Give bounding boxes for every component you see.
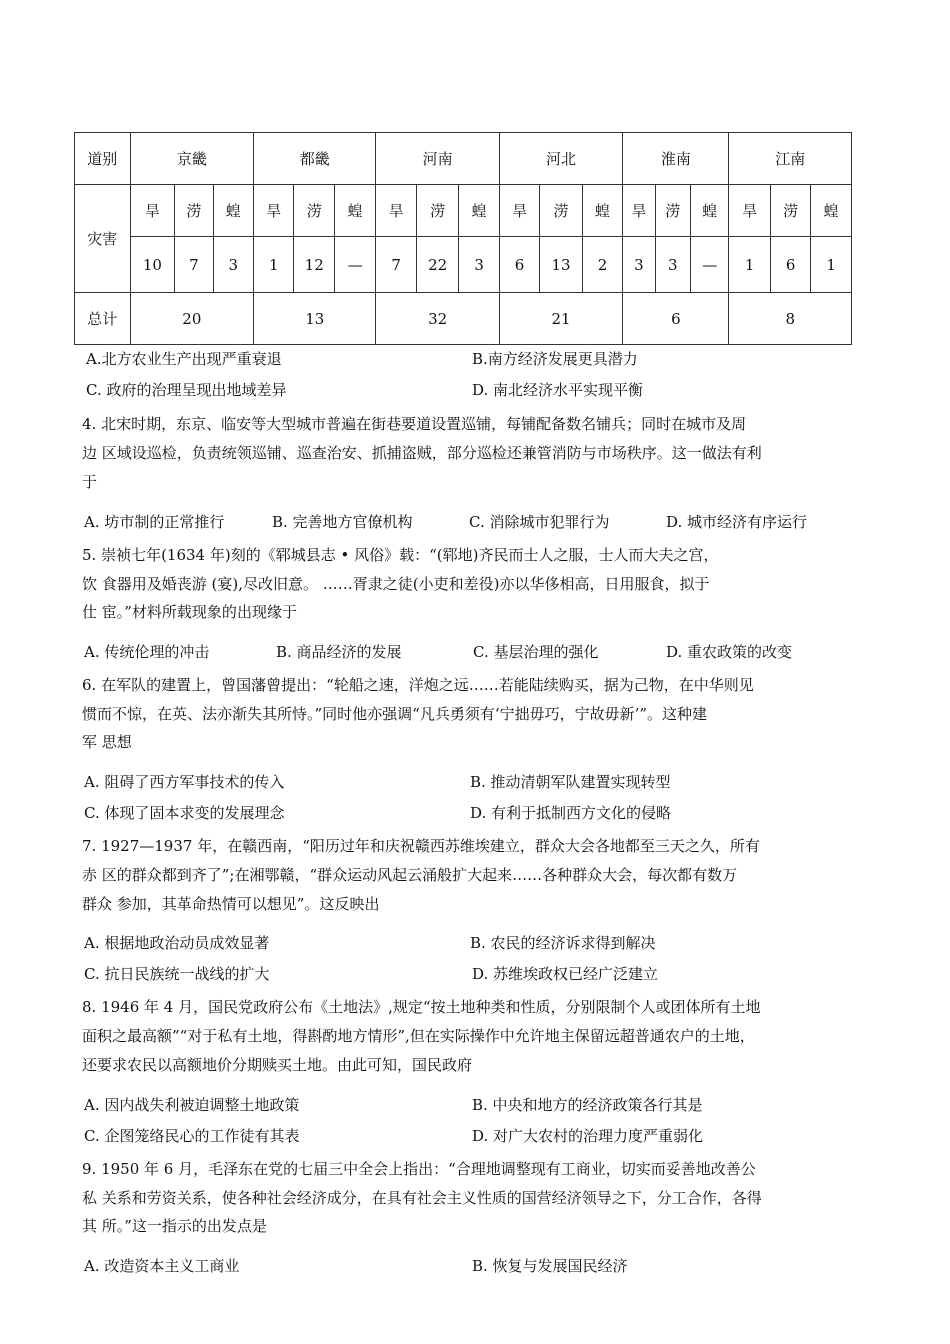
q3-option-b: B.南方经济发展更具潜力	[472, 350, 638, 368]
type-cell: 涝	[655, 185, 690, 237]
count-cell: 6	[770, 237, 810, 293]
q8-option-d: D. 对广大农村的治理力度严重弱化	[472, 1127, 704, 1145]
total-cell: 8	[729, 293, 852, 345]
q8-option-a: A. 因内战失利被迫调整土地政策	[84, 1096, 300, 1114]
count-cell: —	[334, 237, 376, 293]
type-cell: 涝	[540, 185, 582, 237]
type-cell: 涝	[294, 185, 334, 237]
total-cell: 6	[623, 293, 729, 345]
q6-option-b: B. 推动清朝军队建置实现转型	[470, 773, 671, 791]
table-header-row	[75, 133, 852, 185]
row-label-total: 总计	[75, 293, 131, 345]
count-cell: 12	[294, 237, 334, 293]
count-cell: 7	[376, 237, 416, 293]
disaster-count-row	[75, 237, 852, 293]
q9-option-a: A. 改造资本主义工商业	[84, 1257, 240, 1275]
count-cell: 7	[175, 237, 213, 293]
type-cell: 旱	[254, 185, 294, 237]
q4-option-a: A. 坊市制的正常推行	[84, 513, 225, 531]
q3-option-c: C. 政府的治理呈现出地域差异	[86, 381, 287, 399]
q4-stem-line3: 于	[82, 473, 98, 491]
q3-option-d: D. 南北经济水平实现平衡	[472, 381, 644, 399]
type-cell: 旱	[623, 185, 655, 237]
q6-stem-line2: 惯而不惊，在英、法亦渐失其所恃。”同时他亦强调“凡兵勇须有‘宁拙毋巧，宁故毋新’”。这种建	[82, 705, 708, 723]
q9-stem-line2: 私 关系和劳资关系，使各种社会经济成分，在具有社会主义性质的国营经济领导之下，分工合作，各得	[82, 1189, 762, 1207]
type-cell: 旱	[499, 185, 539, 237]
q6-option-d: D. 有利于抵制西方文化的侵略	[470, 804, 672, 822]
type-cell: 蝗	[582, 185, 622, 237]
q5-stem-line1: 5. 崇祯七年(1634 年)刻的《郓城县志 • 风俗》载：“(郓地)齐民而士人之服，士人而大夫之宫，	[82, 546, 719, 564]
type-cell: 涝	[416, 185, 458, 237]
q9-stem-line1: 9. 1950 年 6 月，毛泽东在党的七届三中全会上指出：“合理地调整现有工商业，切实而妥善地改善公	[82, 1160, 756, 1178]
q5-option-d: D. 重农政策的改变	[666, 643, 793, 661]
q9-option-b: B. 恢复与发展国民经济	[472, 1257, 628, 1275]
q6-stem-line3: 军 思想	[82, 733, 132, 751]
type-cell: 蝗	[691, 185, 729, 237]
count-cell: 22	[416, 237, 458, 293]
q8-stem-line1: 8. 1946 年 4 月，国民党政府公布《土地法》,规定“按土地种类和性质，分别限制个人或团体所有土地	[82, 998, 761, 1016]
region-header: 京畿	[130, 133, 253, 185]
q7-stem-line3: 群众 参加，其革命热情可以想见”。这反映出	[82, 895, 380, 913]
q5-option-a: A. 传统伦理的冲击	[84, 643, 210, 661]
q9-stem-line3: 其 所。”这一指示的出发点是	[82, 1217, 267, 1235]
count-cell: —	[691, 237, 729, 293]
q8-option-b: B. 中央和地方的经济政策各行其是	[472, 1096, 703, 1114]
q5-stem-line2: 饮 食器用及婚丧游 (宴),尽改旧意。 ……胥隶之徒(小吏和差役)亦以华侈相高，日用服食，拟于	[82, 575, 710, 593]
count-cell: 2	[582, 237, 622, 293]
q7-option-b: B. 农民的经济诉求得到解决	[470, 934, 656, 952]
total-row	[75, 293, 852, 345]
q4-stem-line1: 4. 北宋时期，东京、临安等大型城市普遍在街巷要道设置巡铺，每铺配备数名铺兵；同时在城市及周	[82, 415, 747, 433]
count-cell: 13	[540, 237, 582, 293]
disaster-type-row	[75, 185, 852, 237]
type-cell: 涝	[770, 185, 810, 237]
region-header: 江南	[729, 133, 852, 185]
q6-option-a: A. 阻碍了西方军事技术的传入	[84, 773, 285, 791]
type-cell: 蝗	[811, 185, 852, 237]
count-cell: 10	[130, 237, 175, 293]
region-header: 河北	[499, 133, 622, 185]
count-cell: 3	[459, 237, 499, 293]
total-cell: 21	[499, 293, 622, 345]
q5-option-b: B. 商品经济的发展	[276, 643, 402, 661]
count-cell: 6	[499, 237, 539, 293]
region-header: 河南	[376, 133, 499, 185]
q6-stem-line1: 6. 在军队的建置上，曾国藩曾提出：“轮船之速，洋炮之远……若能陆续购买，据为己物，在中华则见	[82, 676, 754, 694]
q5-option-c: C. 基层治理的强化	[473, 643, 599, 661]
q8-option-c: C. 企图笼络民心的工作徒有其表	[84, 1127, 300, 1145]
q8-stem-line2: 面积之最高额”“对于私有土地，得斟酌地方情形”,但在实际操作中允许地主保留远超普通农户的土地，	[82, 1027, 755, 1045]
region-header: 淮南	[623, 133, 729, 185]
q6-option-c: C. 体现了固本求变的发展理念	[84, 804, 285, 822]
type-cell: 旱	[130, 185, 175, 237]
q7-stem-line2: 赤 区的群众都到齐了”;在湘鄂赣，“群众运动风起云涌般扩大起来……各种群众大会，每次都有数万	[82, 866, 738, 884]
q7-option-d: D. 苏维埃政权已经广泛建立	[472, 965, 659, 983]
q3-option-a: A.北方农业生产出现严重衰退	[86, 350, 282, 368]
total-cell: 20	[130, 293, 253, 345]
count-cell: 1	[254, 237, 294, 293]
q7-option-a: A. 根据地政治动员成效显著	[84, 934, 270, 952]
region-header: 都畿	[254, 133, 376, 185]
q4-option-c: C. 消除城市犯罪行为	[469, 513, 610, 531]
q7-option-c: C. 抗日民族统一战线的扩大	[84, 965, 270, 983]
total-cell: 32	[376, 293, 499, 345]
type-cell: 蝗	[213, 185, 253, 237]
q8-stem-line3: 还要求农民以高额地价分期赎买土地。由此可知，国民政府	[82, 1056, 473, 1074]
header-label: 道别	[75, 133, 131, 185]
row-label-disaster: 灾害	[75, 185, 131, 293]
count-cell: 3	[213, 237, 253, 293]
total-cell: 13	[254, 293, 376, 345]
type-cell: 涝	[175, 185, 213, 237]
q7-stem-line1: 7. 1927—1937 年，在赣西南，“阳历过年和庆祝赣西苏维埃建立，群众大会各地都至三天之久，所有	[82, 837, 760, 855]
q4-option-b: B. 完善地方官僚机构	[272, 513, 413, 531]
type-cell: 蝗	[334, 185, 376, 237]
count-cell: 1	[811, 237, 852, 293]
q4-stem-line2: 边 区域设巡检，负责统领巡铺、巡查治安、抓捕盗贼，部分巡检还兼管消防与市场秩序。这一做法有利	[82, 444, 762, 462]
q4-option-d: D. 城市经济有序运行	[666, 513, 808, 531]
type-cell: 旱	[729, 185, 770, 237]
type-cell: 蝗	[459, 185, 499, 237]
count-cell: 3	[623, 237, 655, 293]
disaster-table	[74, 132, 852, 345]
q5-stem-line3: 仕 宦。”材料所载现象的出现缘于	[82, 603, 297, 621]
type-cell: 旱	[376, 185, 416, 237]
count-cell: 3	[655, 237, 690, 293]
count-cell: 1	[729, 237, 770, 293]
